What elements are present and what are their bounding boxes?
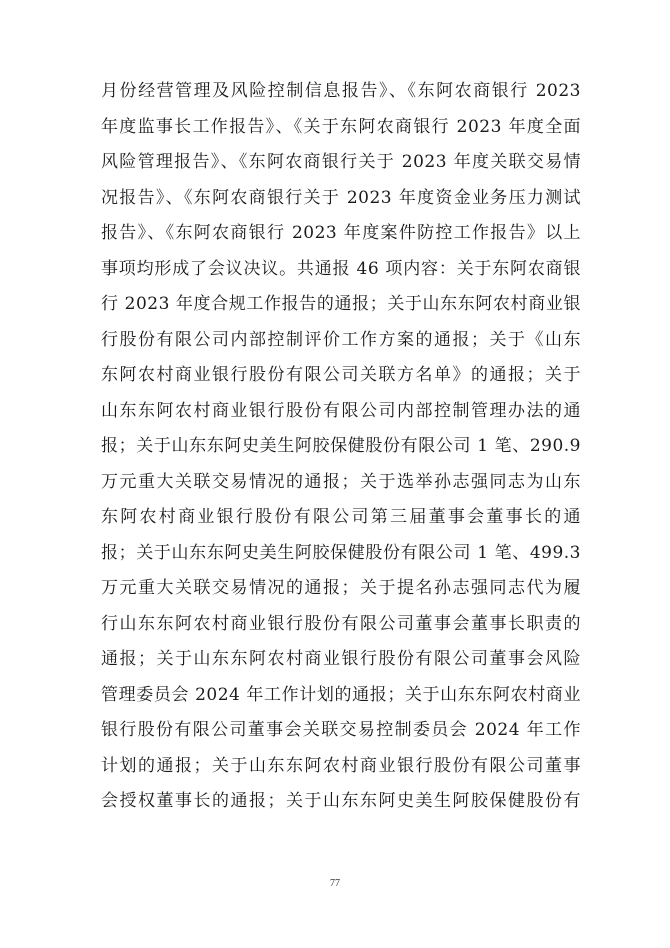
text-line: 通报；关于山东东阿农村商业银行股份有限公司董事会风险: [101, 649, 581, 669]
text-line: 风险管理报告》、《东阿农商银行关于 2023 年度关联交易情: [101, 152, 581, 172]
text-line: 报；关于山东东阿史美生阿胶保健股份有限公司 1 笔、499.3: [101, 542, 581, 563]
text-line: 报告》、《东阿农商银行 2023 年度案件防控工作报告》以上: [101, 223, 581, 243]
text-line: 月份经营管理及风险控制信息报告》、《东阿农商银行 2023: [101, 81, 581, 101]
text-line: 报；关于山东东阿史美生阿胶保健股份有限公司 1 笔、290.9: [101, 436, 581, 456]
text-line: 山东东阿农村商业银行股份有限公司内部控制管理办法的通: [101, 400, 581, 421]
text-line: 东阿农村商业银行股份有限公司第三届董事会董事长的通: [101, 507, 581, 527]
text-line: 管理委员会 2024 年工作计划的通报；关于山东东阿农村商业: [101, 684, 581, 705]
text-line: 事项均形成了会议决议。共通报 46 项内容：关于东阿农商银: [101, 258, 581, 279]
text-line: 万元重大关联交易情况的通报；关于提名孙志强同志代为履: [101, 578, 581, 598]
text-line: 东阿农村商业银行股份有限公司关联方名单》的通报；关于: [101, 365, 581, 385]
text-line: 银行股份有限公司董事会关联交易控制委员会 2024 年工作: [101, 720, 581, 740]
text-line: 计划的通报；关于山东东阿农村商业银行股份有限公司董事: [101, 755, 581, 776]
text-line: 行山东东阿农村商业银行股份有限公司董事会董事长职责的: [101, 613, 581, 634]
text-line: 万元重大关联交易情况的通报；关于选举孙志强同志为山东: [101, 471, 581, 492]
text-line: 行股份有限公司内部控制评价工作方案的通报；关于《山东: [101, 329, 581, 350]
text-line: 况报告》、《东阿农商银行关于 2023 年度资金业务压力测试: [101, 187, 581, 208]
body-paragraph: [101, 74, 581, 820]
page-number: 77: [330, 878, 340, 889]
text-line: 会授权董事长的通报；关于山东东阿史美生阿胶保健股份有: [101, 791, 581, 811]
text-line: 行 2023 年度合规工作报告的通报；关于山东东阿农村商业银: [101, 294, 581, 314]
text-line: 年度监事长工作报告》、《关于东阿农商银行 2023 年度全面: [101, 116, 581, 137]
